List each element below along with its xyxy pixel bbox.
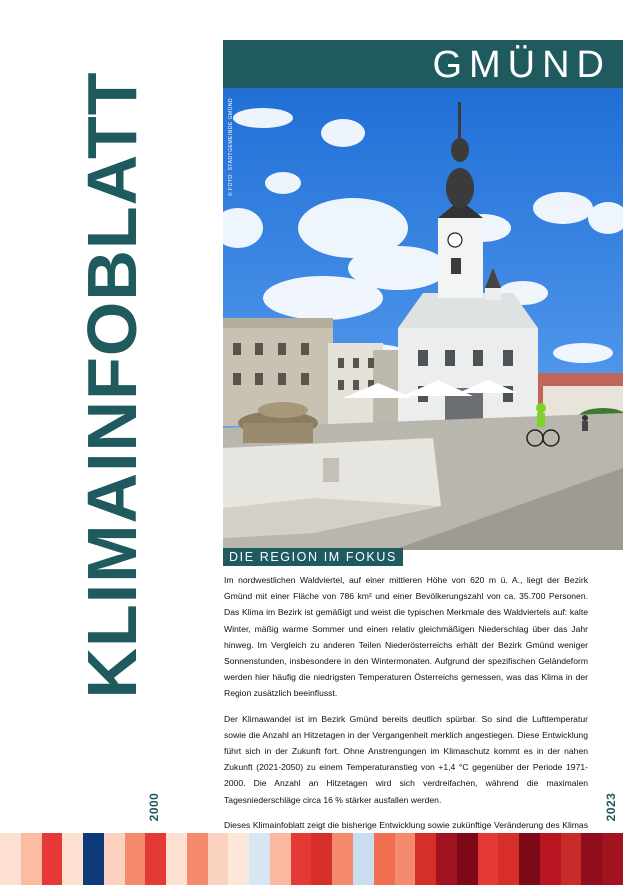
stripe-17 (353, 833, 374, 885)
warming-stripes (0, 833, 623, 885)
stripe-3 (62, 833, 83, 885)
paragraph-climate-change: Der Klimawandel ist im Bezirk Gmünd bereits deutlich spürbar. So sind die Lufttemperatur sowie die Anzahl an Hitzetagen in der Vergangenheit merklich angestiegen. Diese Entwicklung führt sich in der Zukunft fort. Ohne Anstrengungen im Klimaschutz kommt es in der nahen Zukunft (2021-2050) zu einem Temperaturanstieg von +1,4 °C gegenüber der Periode 1971-2000. Die Anzahl an Hitzetagen wird sich verdreifachen, während die maximalen Tagesniederschläge circa 16 % stärker ausfallen werden. (224, 713, 588, 805)
vertical-title-text: KLIMAINFOBLATT (73, 71, 151, 699)
stripe-2 (42, 833, 63, 885)
stripe-20 (415, 833, 436, 885)
stripe-22 (457, 833, 478, 885)
stripe-28 (581, 833, 602, 885)
stripe-14 (291, 833, 312, 885)
photo-credit-text: © FOTO: STADTGEMEINDE GMÜND (228, 97, 234, 197)
stripe-12 (249, 833, 270, 885)
photo-credit (224, 92, 238, 202)
stripe-10 (208, 833, 229, 885)
stripe-5 (104, 833, 125, 885)
photo-illustration (223, 88, 623, 550)
paragraph-summary: Dieses Klimainfoblatt zeigt die bisherige Entwicklung sowie zukünftige Veränderung des Klimas (224, 819, 588, 830)
stripe-13 (270, 833, 291, 885)
stripe-25 (519, 833, 540, 885)
stripe-7 (145, 833, 166, 885)
stripe-27 (561, 833, 582, 885)
stripe-24 (498, 833, 519, 885)
stripe-1 (21, 833, 42, 885)
vertical-title (72, 40, 152, 730)
stripe-19 (395, 833, 416, 885)
stripe-8 (166, 833, 187, 885)
region-name: GMÜND (432, 44, 611, 86)
stripe-15 (311, 833, 332, 885)
stripes-start-year (146, 786, 162, 828)
stripe-11 (228, 833, 249, 885)
stripe-9 (187, 833, 208, 885)
region-header (223, 40, 623, 88)
paragraph-intro: Im nordwestlichen Waldviertel, auf einer mittleren Höhe von 620 m ü. A., liegt der Bezirk Gmünd mit einer Fläche von 786 km² und einer Bevölkerungszahl von ca. 35.700 Personen. Das Klima im Bezirk ist gemäßigt und weist die typischen Merkmale des Waldviertels auf: kalte Winter, mäßig warme Sommer und einen relativ gleichmäßigen Niederschlag über das Jahr hinweg. Im Vergleich zu anderen Teilen Niederösterreichs erhält der Bezirk Gmünd weniger Sonnenstunden, insbesondere in den Wintermonaten. Aufgrund der spezifischen Geländeform werden hier häufig die niedrigsten Temperaturen Österreichs gemessen, was das Klima in der Region zusätzlich beeinflusst. (224, 575, 588, 699)
stripe-18 (374, 833, 395, 885)
stripe-6 (125, 833, 146, 885)
stripe-26 (540, 833, 561, 885)
body-text (224, 572, 588, 858)
stripe-21 (436, 833, 457, 885)
stripe-16 (332, 833, 353, 885)
stripe-4 (83, 833, 104, 885)
stripe-0 (0, 833, 21, 885)
section-heading: DIE REGION IM FOKUS (223, 548, 403, 566)
stripes-end-year (603, 786, 619, 828)
stripe-29 (602, 833, 623, 885)
stripe-23 (478, 833, 499, 885)
stripes-end-year-text: 2023 (604, 792, 618, 822)
town-square-photo (223, 88, 623, 550)
stripes-start-year-text: 2000 (147, 792, 161, 822)
